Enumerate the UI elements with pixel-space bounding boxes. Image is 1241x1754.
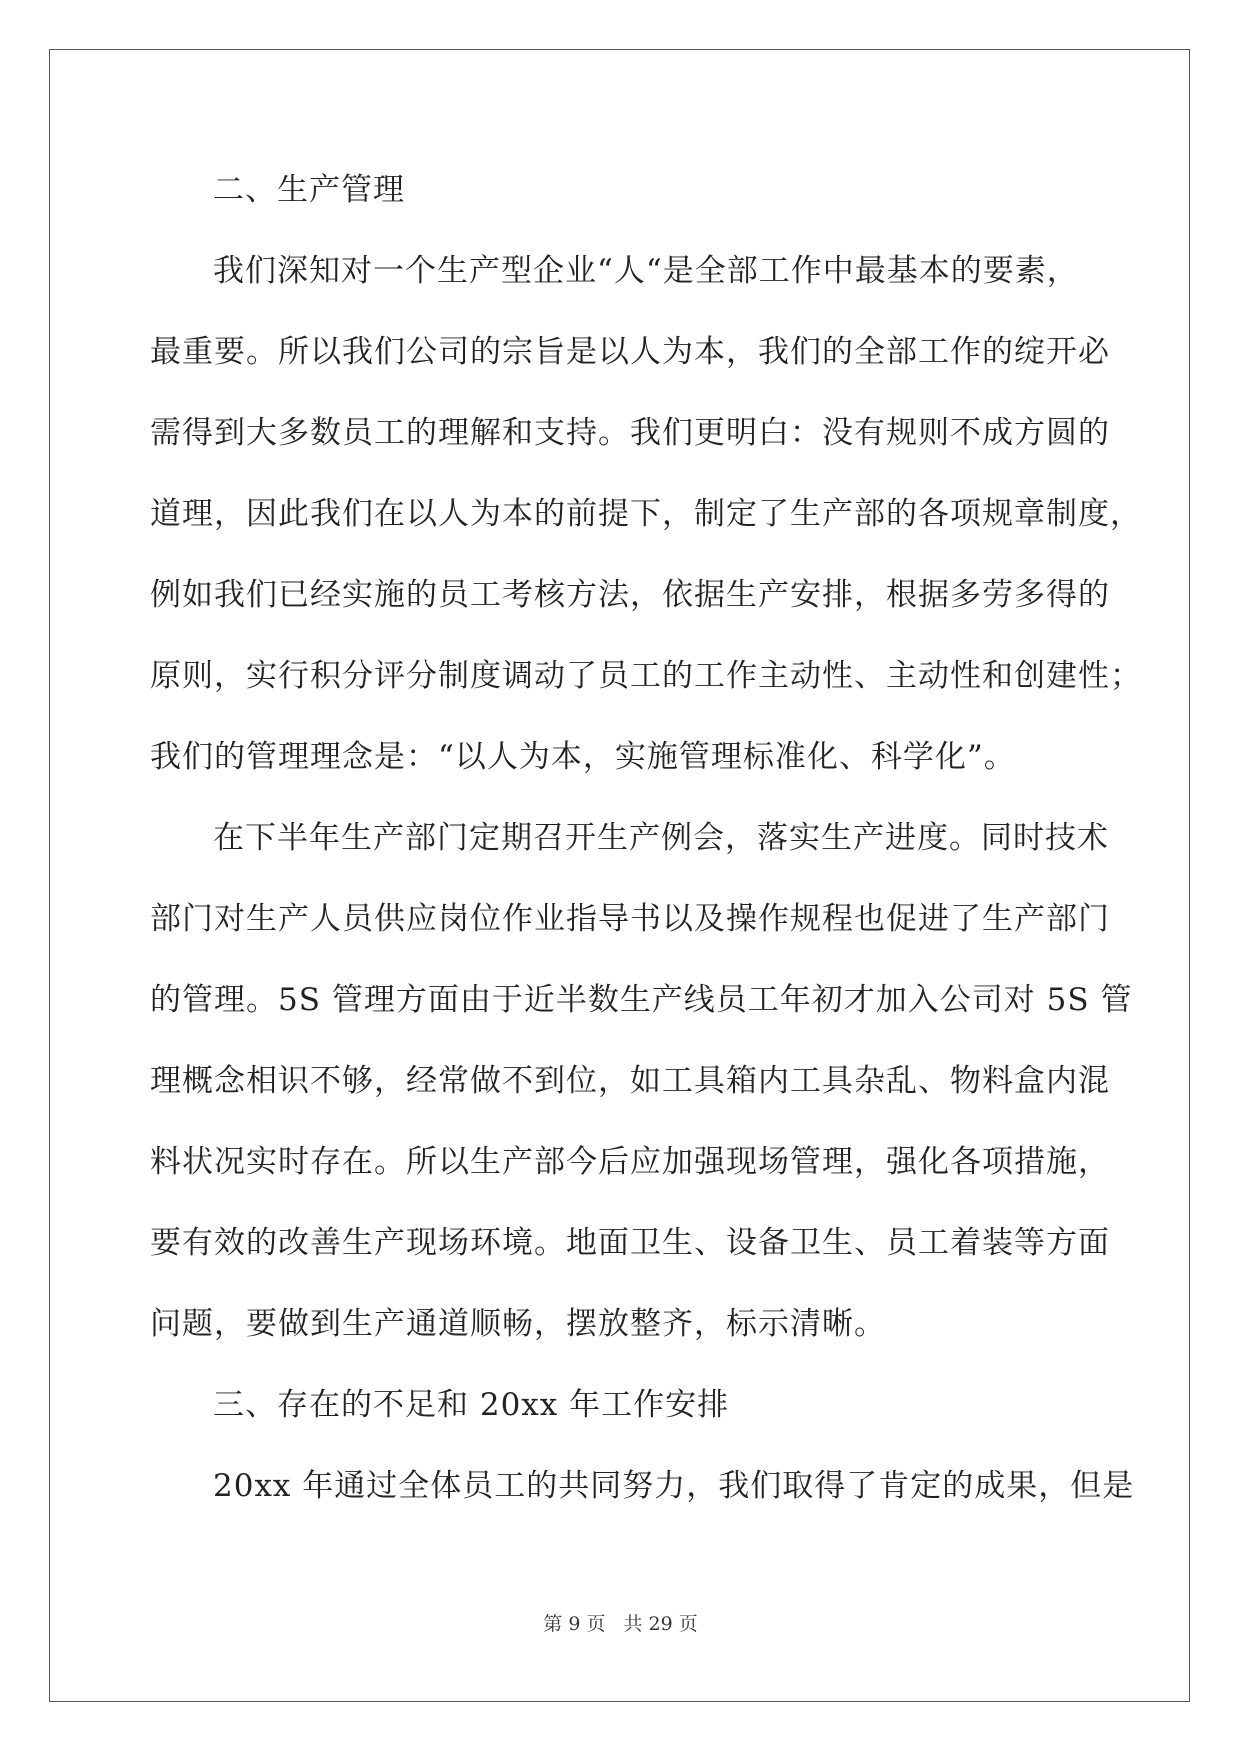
paragraph-line: 理概念相识不够，经常做不到位，如工具箱内工具杂乱、物料盒内混 <box>150 1063 1110 1099</box>
section-heading-production-management: 二、生产管理 <box>213 172 405 208</box>
paragraph-line: 原则，实行积分评分制度调动了员工的工作主动性、主动性和创建性； <box>150 658 1142 694</box>
section-heading-shortcomings: 三、存在的不足和 20xx 年工作安排 <box>213 1387 730 1423</box>
paragraph-line: 需得到大多数员工的理解和支持。我们更明白：没有规则不成方圆的 <box>150 415 1110 451</box>
paragraph-line: 料状况实时存在。所以生产部今后应加强现场管理，强化各项措施， <box>150 1144 1110 1180</box>
paragraph-line: 要有效的改善生产现场环境。地面卫生、设备卫生、员工着装等方面 <box>150 1225 1110 1261</box>
page-footer <box>0 1612 1241 1636</box>
paragraph-line: 我们深知对一个生产型企业“人“是全部工作中最基本的要素， <box>213 253 1079 289</box>
page-number: 第 9 页 <box>543 1613 606 1635</box>
document-body <box>150 150 1142 1527</box>
paragraph-line: 20xx 年通过全体员工的共同努力，我们取得了肯定的成果，但是 <box>213 1468 1135 1504</box>
paragraph-line: 问题，要做到生产通道顺畅，摆放整齐，标示清晰。 <box>150 1306 886 1342</box>
paragraph-line: 在下半年生产部门定期召开生产例会，落实生产进度。同时技术 <box>213 820 1109 856</box>
paragraph-line: 我们的管理理念是：“以人为本，实施管理标准化、科学化”。 <box>150 739 1016 775</box>
paragraph-line: 部门对生产人员供应岗位作业指导书以及操作规程也促进了生产部门 <box>150 901 1110 937</box>
page-total: 共 29 页 <box>623 1613 698 1635</box>
paragraph-line: 的管理。5S 管理方面由于近半数生产线员工年初才加入公司对 5S 管 <box>150 982 1133 1018</box>
paragraph-line: 例如我们已经实施的员工考核方法，依据生产安排，根据多劳多得的 <box>150 577 1110 613</box>
paragraph-line: 道理，因此我们在以人为本的前提下，制定了生产部的各项规章制度， <box>150 496 1142 532</box>
paragraph-line: 最重要。所以我们公司的宗旨是以人为本，我们的全部工作的绽开必 <box>150 334 1110 370</box>
